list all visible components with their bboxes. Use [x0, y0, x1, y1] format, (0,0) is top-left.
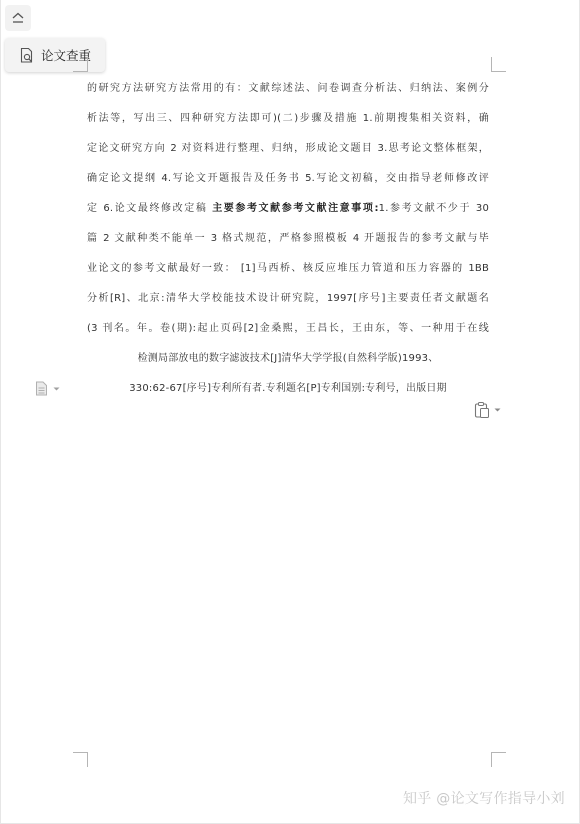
bold-heading-segment: 主要参考文献参考文献注意事项:: [212, 203, 379, 214]
text-line: 析法等，写出三、四种研究方法即可)(二)步骤及措施 1.前期搜集相关资料，确: [87, 113, 489, 124]
text-line: 定论文研究方向 2 对资料进行整理、归纳，形成论文题目 3.思考论文整体框架，: [87, 143, 489, 154]
text-segment: 定 6.论文最终修改定稿: [87, 203, 213, 214]
collapse-toolbar-button[interactable]: [5, 5, 31, 31]
collapse-up-icon: [11, 12, 25, 24]
text-line: 篇 2 文献种类不能单一 3 格式规范，严格参照模板 4 开题报告的参考文献与毕: [87, 233, 489, 244]
margin-corner-bottom-left: [73, 752, 88, 767]
paste-options-icon: [474, 401, 490, 419]
document-options-button[interactable]: [35, 381, 61, 396]
text-line: 业论文的参考文献最好一致： [1]马西桥、核反应堆压力管道和压力容器的 1BB: [87, 263, 489, 274]
text-line: 330:62-67[序号]专利所有者.专利题名[P]专利国别:专利号，出版日期: [129, 383, 447, 394]
text-line: 的研究方法研究方法常用的有：文献综述法、问卷调查分析法、归纳法、案例分: [87, 83, 489, 94]
text-line: 检测局部放电的数字滤波技术[J]清华大学学报(自然科学版)1993、: [137, 353, 439, 364]
text-line: 确定论文提纲 4.写论文开题报告及任务书 5.写论文初稿，交由指导老师修改评: [87, 173, 489, 184]
margin-corner-bottom-right: [491, 752, 506, 767]
plagiarism-check-label: 论文查重: [41, 48, 92, 63]
dropdown-arrow-icon: [493, 407, 502, 413]
paste-options-button[interactable]: [474, 401, 502, 419]
text-line-mixed: [87, 194, 489, 224]
margin-corner-top-left: [73, 57, 88, 72]
plagiarism-check-button[interactable]: [5, 38, 105, 72]
document-body[interactable]: [87, 74, 489, 404]
margin-corner-top-right: [491, 57, 506, 72]
document-icon: [35, 381, 48, 396]
text-line: (3 刊名。年。卷(期):起止页码[2]金桑熙，王昌长，王由东，等、一种用于在线: [87, 323, 489, 334]
text-line: 分析[R]、北京:清华大学校能技术设计研究院，1997[序号]主要责任者文献题名: [87, 293, 489, 304]
text-segment: 1.参考文献不少于 30: [378, 203, 489, 214]
dropdown-arrow-icon: [52, 386, 61, 392]
watermark-text: 知乎 @论文写作指导小刘: [402, 791, 565, 807]
document-search-icon: [19, 47, 35, 64]
